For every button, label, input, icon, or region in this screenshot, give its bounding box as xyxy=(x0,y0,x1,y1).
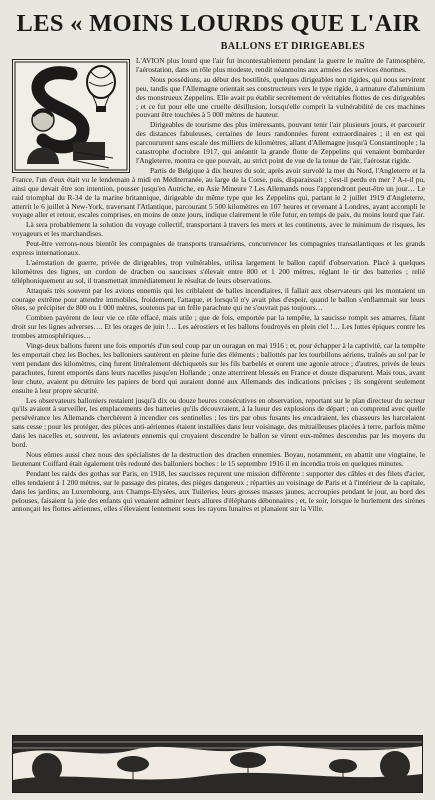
paragraph-5: Là sera probablement la solution du voyage collectif, transportant à travers les mers et les continents, avec le minimum de risques, les voyageurs et les marchandises. xyxy=(12,220,425,239)
bottom-decorative-frieze xyxy=(12,735,423,793)
paragraph-3: Dirigeables de tourisme des plus intéressants, pouvant tenir l'air plusieurs jours, et parcourir des distances fabuleuses, certaines de leurs randonnées furent extraordinaires ; il en est qui parcoururent sans escale des milliers de kilomètres, allant d'Allemagne jusqu'à Constantinople ; la catastrophe d'octobre 1917, qui anéantit la grande flotte de Zeppelins qui venaient bombarder l'Angleterre, montra ce que pouvait, au strict point de vue de la tenue de l'air, l'aérostat rigide. xyxy=(136,120,425,165)
paragraph-12: Nous eûmes aussi chez nous des spécialistes de la destruction des drachen ennemies. Boyau, notamment, en abattit une vingtaine, le lieutenant Coiffard était également très redouté des balloniers boches : le 15 septembre 1916 il en incendia trois en quelques minutes. xyxy=(12,449,425,468)
paragraph-4: Partis de Belgique à dix heures du soir, après avoir survolé la mer du Nord, l'Angleterre et la France, l'un d'eux était vu le lendemain à midi en Méditerranée, au large de la Corse, puis, disparaissait ; s'est-il perdu en mer ? A-t-il pu, ainsi que devait être son intention, pousser jusqu'en Autriche, en Asie Mineure ? Les Allemands nous l'apprendront peut-être un jour… Le raid triomphal du R-34 de la marine britannique, dirigeable du même type que les Zeppelins qui, partant le 2 juillet 1919 d'Angleterre, atterrit le 6 juillet à New-York, traversant l'Atlantique, parcourant 5 500 kilomètres en 107 heures et revenant à Londres, ayant accompli le voyage aller et retour, escales comprises, en moins de onze jours, indique clairement le rôle futur, en temps de paix, du moins lourd que l'air. xyxy=(12,165,425,220)
article-subtitle: BALLONS ET DIRIGEABLES xyxy=(220,41,365,52)
paragraph-8: Attaqués très souvent par les avions ennemis qui les criblaient de balles incendiaires, il fallait aux observateurs qui les montaient un courage extrême pour attendre immobiles, froidement, l'attaque, et lorsqu'il n'y avait plus d'espoir, quand le ballon s'enflammait sur leurs têtes, se précipiter de 800 ou 1 000 mètres, soutenus par un frêle parachute qui ne s'ouvrait pas toujours… xyxy=(12,285,425,313)
paragraph-2: Nous possédions, au début des hostilités, quelques dirigeables non rigides, qui nous servirent peu, tandis que l'Allemagne orientait ses constructeurs vers le type rigide, à armature d'aluminium des monstrueux Zeppelins. Elle avait pu établir secrètement de véritables flottes de ces dirigeables ; et ce fut pour elle une cruelle désillusion, lorsqu'elle comprit la vulnérabilité de ces machines pouvant être touchées à 5 000 mètres de hauteur. xyxy=(136,74,425,120)
landscape-frieze-icon xyxy=(13,736,422,792)
article-body xyxy=(12,57,425,514)
balloon-pilot-illustration-icon xyxy=(13,60,129,172)
article-title: LES « MOINS LOURDS QUE L'AIR xyxy=(16,10,421,37)
paragraph-1: L'AVION plus lourd que l'air fut incontestablement pendant la guerre le maître de l'atmosphère, l'aérostation, dans un rôle plus modeste, rendit néanmoins aux armées des services énormes. xyxy=(136,56,425,74)
paragraph-13: Pendant les raids des gothas sur Paris, en 1918, les saucisses reçurent une mission différente : supporter des câbles et des filets d'acier, elles tendaient à 1 200 mètres, sur le passage des pirates, des pièges dangereux ; réparties au voisinage de Paris et à l'intérieur de la capitale, dans les jardins, au Luxembourg, aux Champs-Elysées, aux Tuileries, leurs grosses masses jaunes, accroupies pendant le jour, au bord des pelouses, faisaient la joie des enfants qui venaient admirer leurs allures d'éléphants débonnaires ; et, le soir, lorsque le hurlement des sirènes annonçait les flottes aériennes, elles s'élevaient lentement sous les rayons lunaires et planaient sur la Ville. xyxy=(12,468,425,514)
decorative-initial-illustration xyxy=(12,59,130,173)
paragraph-10: Vingt-deux ballons furent une fois emportés d'un seul coup par un ouragan en mai 1916 ; et, pour échapper à la captivité, car la tempête les emportait chez les Boches, les balloniers sautèrent en pleine furie des éléments ; ballottés par les tourbillons aériens, traînés au sol par le vent pendant des kilomètres, cinq furent littéralement déchiquetés sur les fils barbelés et eurent une agonie atroce ; d'autres, privés de leurs parachutes, furent emportés dans leurs nacelles jusqu'en Hollande ; onze atterrirent blessés en France et douze disparurent. Mais tous, avant leur chute, avaient pu détruire les papiers de bord qui auraient donné aux Allemands des indications précises ; ils songèrent seulement ensuite à leur propre sécurité. xyxy=(12,341,425,395)
paragraph-6: Peut-être verrons-nous bientôt les compagnies de transports transaériens, concurrencer les compagnies transatlantiques et les grands express internationaux. xyxy=(12,239,425,258)
paragraph-7: L'aérostation de guerre, privée de dirigeables, trop vulnérables, utilisa largement le ballon captif d'observation. Placé à quelques kilomètres des lignes, un cordon de drachen ou saucisses s'élevait entre 800 et 1 200 mètres, réglant le tir des batteries ; relié téléphoniquement au sol, il transmettait immédiatement le résultat de leurs observations. xyxy=(12,257,425,285)
paragraph-11: Les observateurs balloniers restaient jusqu'à dix ou douze heures consécutives en observation, reportant sur le plan directeur du secteur qu'ils avaient à surveiller, les emplacements des batteries qu'ils découvraient, à la lueur des explosions de départ ; on comprend avec quelle persévérance les Allemands cherchèrent à incendier ces sentinelles ; les tirs par obus fusants les encadraient, les chasseurs les harcelaient sans cesse ; pour les protéger, des pièces anti-aériennes étaient installées dans leur voisinage, des mitrailleuses placées à terre, parfois même dans les nacelles et, souvent, les aviateurs ennemis qui croyaient descendre le ballon se virent eux-mêmes descendus par les moyens du bord. xyxy=(12,395,425,450)
paragraph-9: Combien payèrent de leur vie ce rôle effacé, mais utile ; que de fois, emportée par la tempête, la saucisse rompit ses amarres, filant droit sur les lignes adverses…. Et les orages de juin !… Les aérostiers et les ballons foudroyés en plein ciel !… Les luttes épiques contre les trombes atmosphériques… xyxy=(12,313,425,341)
